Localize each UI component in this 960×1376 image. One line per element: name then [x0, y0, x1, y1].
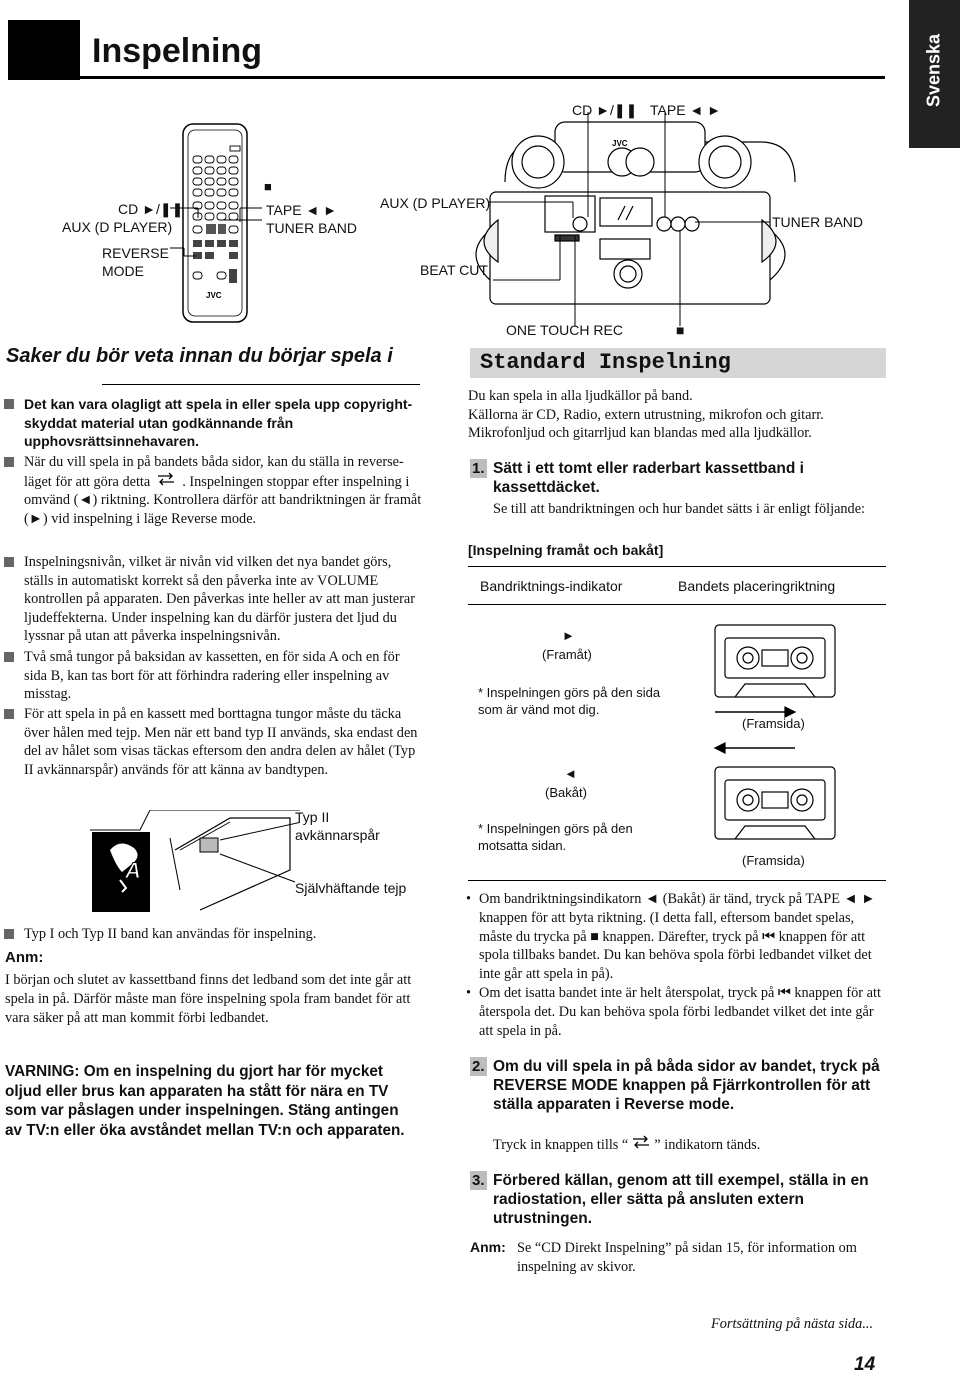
cassette-backward	[715, 743, 835, 839]
step-number-2: 2.	[472, 1058, 485, 1075]
left-note-label: Anm:	[5, 949, 44, 966]
front-label-1: (Framsida)	[742, 716, 805, 731]
right-note-label: Anm:	[470, 1239, 506, 1255]
bullet-square-icon	[4, 709, 14, 719]
page-title: Inspelning	[92, 32, 262, 70]
bullet-square-icon	[4, 457, 14, 467]
remote-control-drawing	[170, 124, 262, 322]
label-cd-top: CD ►/❚❚	[572, 102, 638, 118]
label-tape-remote: TAPE ◄ ►	[266, 202, 338, 218]
table-header-indicator: Bandriktnings-indikator	[480, 578, 623, 594]
label-stop-symbol: ■	[264, 179, 272, 194]
bullet-copyright: Det kan vara olagligt att spela in eller spela upp copyright-skyddat material utan godkännande från upphovsrättsinnehavaren.	[24, 395, 414, 451]
cassette-letter: A	[125, 858, 141, 883]
backward-arrow-icon: ◄	[564, 766, 577, 781]
reverse-mode-icon	[150, 472, 182, 492]
label-aux-remote: AUX (D PLAYER)	[62, 219, 173, 235]
label-beat-cut: BEAT CUT	[420, 262, 488, 278]
bullet-tabs: Två små tungor på baksidan av kassetten, en för sida A och en för sida B, kan tas bort för att förhindra radering eller inspelning av misstag.	[24, 648, 424, 704]
label-cd-remote: CD ►/❚❚	[118, 201, 184, 217]
intro-line-1: Du kan spela in alla ljudkällor på band.	[468, 388, 693, 404]
label-reverse-mode: REVERSE MODE	[102, 245, 169, 279]
label-tuner-unit: TUNER BAND	[772, 214, 864, 230]
backward-label: (Bakåt)	[545, 785, 587, 800]
label-stop-symbol-2: ■	[676, 322, 685, 338]
label-tuner-remote: TUNER BAND	[266, 220, 358, 236]
left-heading-rule	[102, 384, 420, 385]
svg-text:JVC: JVC	[206, 291, 222, 300]
language-label: Svenska	[923, 33, 944, 108]
standard-heading-bar	[470, 348, 886, 378]
bullet-reverse	[24, 453, 424, 528]
forward-arrow-icon: ►	[562, 628, 575, 643]
intro-line-2: Källorna är CD, Radio, extern utrustning, mikrofon och gitarr.	[468, 406, 824, 423]
bullet-reverse-text-b: . Inspelningen stoppar efter inspelning i omvänd (◄) riktning. Kontrollera därför att bandriktningen är framåt (►) vid inspelning i läge Reverse mode.	[24, 473, 422, 527]
step-3	[470, 1171, 491, 1190]
header-rule	[80, 76, 885, 79]
bullet-square-icon	[4, 399, 14, 409]
dot-item-2: • Om det isatta bandet inte är helt återspolat, tryck på ⏮ knappen för att återspola det. Du kan behöva spola förbi ledbandet vilket det inte går att spela in på.	[466, 984, 881, 1039]
continued-text: Fortsättning på nästa sida...	[711, 1316, 874, 1332]
table-rule-header	[468, 604, 886, 605]
step-1-subtext: Se till att bandriktningen och hur bandet sätts i är enligt följande:	[493, 501, 866, 517]
bullet-level: Inspelningsnivån, vilket är nivån vid vilken det nya bandet görs, ställs in automatiskt korrekt så den påverka inte av VOLUME kontrollen på apparaten. Den påverkas inte heller av att man justerar ljudeffekterna. Under inspelning kan du därför justera det ljud du lyssnar på utan att påverka inspelningsnivån.	[24, 553, 424, 646]
bullet-reverse-text-a: När du vill spela in på bandets båda sidor, kan du ställa in reverse-läget för att göra detta	[24, 454, 404, 490]
reverse-mode-icon	[628, 1135, 654, 1155]
step-2-text: Om du vill spela in på båda sidor av bandet, tryck på REVERSE MODE knappen på Fjärrkontrollen för att ställa apparaten i Reverse mode.	[493, 1058, 880, 1113]
label-aux-unit: AUX (D PLAYER)	[380, 195, 491, 211]
left-note-text: I början och slutet av kassettband finns det ledband som det inte går att spela in på. Därför måste man före inspelning spola fram bandet för att vara säker på att man kommit förbi ledbandet.	[5, 972, 412, 1026]
right-note-text: Se “CD Direkt Inspelning” på sidan 15, för information om inspelning av skivor.	[517, 1240, 857, 1275]
front-label-2: (Framsida)	[742, 853, 805, 868]
boombox-drawing	[476, 122, 795, 304]
bullet-tape-cover: För att spela in på en kassett med borttagna tungor måste du täcka över hålen med tejp. Men när ett band typ II används, ska endast den del av hålet som visas täckas eftersom den andra delen av hålet (Typ II avkännarspår) används för att känna av bandtypen.	[24, 705, 424, 779]
dot-list	[466, 890, 886, 1040]
direction-subheading: [Inspelning framåt och bakåt]	[468, 542, 664, 558]
forward-label: (Framåt)	[542, 647, 592, 662]
step-2	[470, 1057, 491, 1076]
step-2-subtext: Tryck in knappen tills “ ” indikatorn tänds.	[493, 1137, 761, 1153]
svg-text:JVC: JVC	[612, 139, 628, 148]
standard-heading: Standard Inspelning	[480, 350, 731, 375]
bullet-square-icon	[4, 557, 14, 567]
cassette-drawings	[700, 620, 870, 840]
bullet-square-icon	[4, 929, 14, 939]
table-rule-bottom	[468, 880, 886, 881]
bullet-types: Typ I och Typ II band kan användas för inspelning.	[24, 925, 424, 944]
header-black-block	[8, 20, 80, 80]
dot-bullet-icon: •	[466, 891, 472, 907]
table-header-placement: Bandets placeringriktning	[678, 578, 836, 594]
backward-note: * Inspelningen görs på den motsatta sidan.	[478, 821, 633, 853]
left-section-heading: Saker du bör veta innan du börjar spela i	[6, 345, 393, 367]
cassette-forward	[715, 625, 835, 717]
bullet-square-icon	[4, 652, 14, 662]
cassette-tab-illustration	[80, 810, 300, 915]
dot-item-1: • Om bandriktningsindikatorn ◄ (Bakåt) är tänd, tryck på TAPE ◄ ► knappen för att byta riktning. (I detta fall, eftersom bandet spelas, måste du trycka på ■ knappen. Därefter, tryck på ⏮ knappen för att spola tillbaks bandet. Du kan behöva spola förbi ledbandet vilket det inte går att spela in på).	[466, 891, 876, 983]
step-number-1: 1.	[472, 460, 485, 477]
label-tape-top: TAPE ◄ ►	[650, 102, 722, 118]
intro-line-3: Mikrofonljud och gitarrljud kan blandas med alla ljudkällor.	[468, 425, 812, 441]
label-typ2: Typ II avkännarspår	[295, 809, 380, 843]
page-number: 14	[854, 1354, 876, 1375]
step-number-3: 3.	[472, 1172, 485, 1189]
step-3-text: Förbered källan, genom att till exempel, ställa in en radiostation, eller sätta på ansluten extern utrustningen.	[493, 1172, 869, 1227]
dot-bullet-icon: •	[466, 984, 472, 1001]
table-rule-top	[468, 566, 886, 567]
forward-note: * Inspelningen görs på den sida som är vänd mot dig.	[478, 685, 661, 717]
label-one-touch-rec: ONE TOUCH REC	[506, 322, 623, 338]
label-tape: Självhäftande tejp	[295, 880, 407, 896]
step-1-text: Sätt i ett tomt eller raderbart kassettband i kassettdäcket.	[493, 460, 804, 496]
language-tab	[909, 0, 960, 148]
warning-text: VARNING: Om en inspelning du gjort har för mycket oljud eller brus kan apparaten ha stått för nära en TV som var påslagen under inspelningen. Stäng antingen av TV:n eller öka avståndet mellan TV:n och apparaten.	[5, 1063, 405, 1139]
intro-text	[468, 387, 888, 443]
